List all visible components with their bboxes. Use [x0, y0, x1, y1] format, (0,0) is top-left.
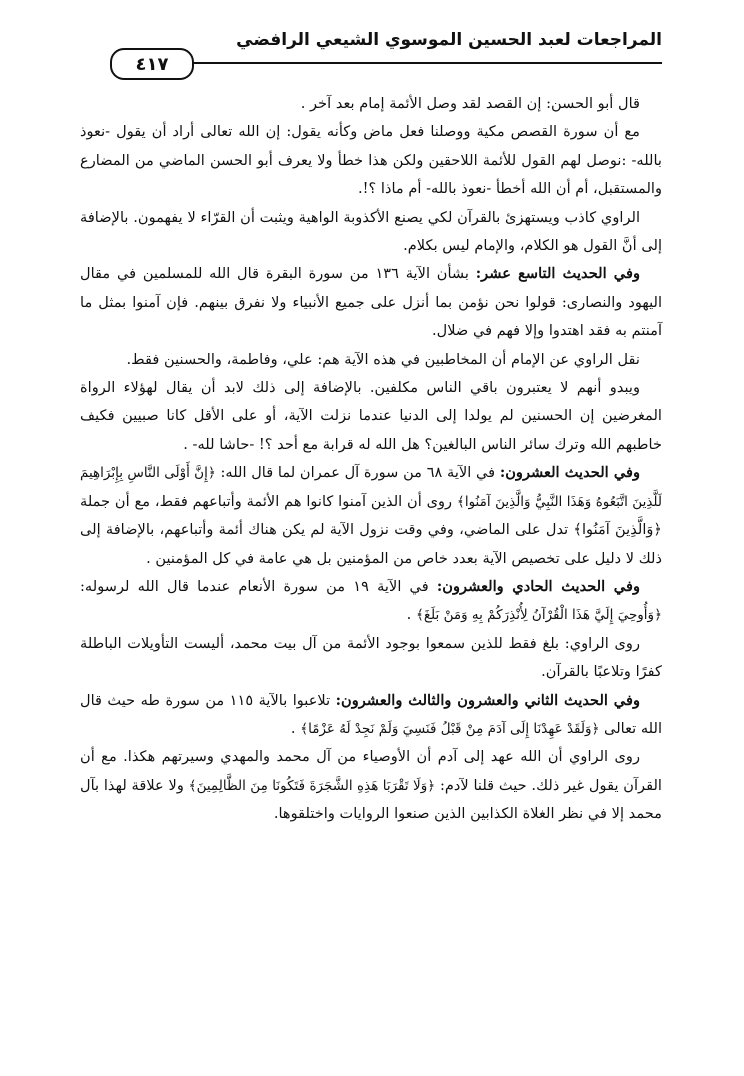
paragraph: وفي الحديث الحادي والعشرون: في الآية ١٩ من سورة الأنعام عندما قال الله لرسوله: ﴿وَأُوحِيَ إِلَيَّ هَذَا الْقُرْآنُ لِأُنْذِرَكُمْ بِهِ وَمَنْ بَلَغَ﴾ .	[80, 577, 662, 624]
paragraph: روى الراوي أن الله عهد إلى آدم أن الأوصياء من آل محمد والمهدي وسيرتهم هكذا. مع أن القرآن يقول غير ذلك. حيث قلنا لآدم: ﴿وَلَا تَقْرَبَا هَذِهِ الشَّجَرَةَ فَتَكُونَا مِنَ الظَّالِمِينَ﴾ ولا علاقة لهذا بآل محمد إلا في نظر الغلاة الكذابين الذين صنعوا الروايات واختلقوها.	[80, 748, 662, 823]
paragraph: وفي الحديث الثاني والعشرون والثالث والعشرون: تلاعبوا بالآية ١١٥ من سورة طه حيث قال الله تعالى ﴿وَلَقَدْ عَهِدْنَا إِلَى آدَمَ مِنْ قَبْلُ فَنَسِيَ وَلَمْ نَجِدْ لَهُ عَزْمًا﴾ .	[80, 691, 662, 737]
paragraph: روى الراوي: بلغ فقط للذين سمعوا بوجود الأئمة من آل بيت محمد، أليست التأويلات الباطلة كفرًا وتلاعبًا بالقرآن.	[80, 634, 662, 681]
hadith-heading: وفي الحديث العشرون:	[499, 464, 641, 482]
quran-verse: ﴿وَلَا تَقْرَبَا هَذِهِ الشَّجَرَةَ فَتَكُونَا مِنَ الظَّالِمِينَ﴾	[188, 777, 436, 794]
quran-verse: ﴿إِنَّ أَوْلَى النَّاسِ بِإِبْرَاهِيمَ لَلَّذِينَ اتَّبَعُوهُ وَهَذَا النَّبِيُّ وَالَّذِينَ آمَنُوا﴾	[80, 465, 663, 510]
hadith-heading: وفي الحديث الثاني والعشرون والثالث والعشرون:	[335, 691, 640, 709]
quran-verse: ﴿وَأُوحِيَ إِلَيَّ هَذَا الْقُرْآنُ لِأُنْذِرَكُمْ بِهِ وَمَنْ بَلَغَ﴾	[415, 607, 662, 624]
running-title: المراجعات لعبد الحسين الموسوي الشيعي الرافضي	[236, 30, 662, 50]
header-rule	[180, 62, 662, 64]
page-number: ٤١٧	[110, 48, 194, 80]
hadith-heading: وفي الحديث التاسع عشر:	[475, 265, 640, 283]
body-text	[80, 90, 662, 829]
hadith-heading: وفي الحديث الحادي والعشرون:	[436, 577, 640, 595]
paragraph: قال أبو الحسن: إن القصد لقد وصل الأئمة إمام بعد آخر .	[300, 95, 640, 112]
page-header	[110, 22, 662, 75]
paragraph: مع أن سورة القصص مكية ووصلنا فعل ماض وكأنه يقول: إن الله تعالى أراد أن يقول -نعوذ بالله- :نوصل لهم القول للأئمة اللاحقين ولكن هذا خطأ ولا يعرف أبو الحسن الماضي من المضارع والمستقبل، أم أن الله أخطأ -نعوذ بالله- أم ماذا ؟!.	[80, 123, 662, 198]
paragraph: الراوي كاذب ويستهزئ بالقرآن لكي يصنع الأكذوبة الواهية ويثبت أن القرّاء لا يفهمون. بالإضافة إلى أنَّ القول هو الكلام، والإمام ليس بكلام.	[80, 208, 662, 255]
quran-verse: ﴿وَلَقَدْ عَهِدْنَا إِلَى آدَمَ مِنْ قَبْلُ فَنَسِيَ وَلَمْ نَجِدْ لَهُ عَزْمًا﴾	[300, 720, 600, 737]
paragraph: نقل الراوي عن الإمام أن المخاطبين في هذه الآية هم: علي، وفاطمة، والحسنين فقط.	[126, 350, 640, 368]
paragraph: ويبدو أنهم لا يعتبرون باقي الناس مكلفين. بالإضافة إلى ذلك لابد أن يقال لهؤلاء الرواة المغرضين إن الحسنين لم يولدا إلى الدنيا عندما نزلت الآية، أو على الأقل كانا صبيين فكيف خاطبهم الله وترك سائر الناس البالغين؟ هل الله له قرابة مع أحد ؟! -حاشا لله- .	[80, 379, 662, 453]
paragraph: وفي الحديث التاسع عشر: بشأن الآية ١٣٦ من سورة البقرة قال الله للمسلمين في مقال اليهود والنصارى: قولوا نحن نؤمن بما أنزل على جميع الأنبياء ولا نفرق بينهم. فإن آمنوا بمثل ما آمنتم به فقد اهتدوا وإلا فهم في ضلال.	[80, 265, 662, 340]
paragraph: وفي الحديث العشرون: في الآية ٦٨ من سورة آل عمران لما قال الله: ﴿إِنَّ أَوْلَى النَّاسِ بِإِبْرَاهِيمَ لَلَّذِينَ اتَّبَعُوهُ وَهَذَا النَّبِيُّ وَالَّذِينَ آمَنُوا﴾ روى أن الذين آمنوا كانوا هم الأئمة وأتباعهم فقط، مع أن جملة ﴿وَالَّذِينَ آمَنُوا﴾ تدل على الماضي، وفي وقت نزول الآية لم يكن هناك أئمة وأتباعهم، بالإضافة إلى ذلك لا دليل على تخصيص الآية بعدد خاص من المؤمنين بل هي عامة في كل المؤمنين .	[80, 464, 663, 567]
